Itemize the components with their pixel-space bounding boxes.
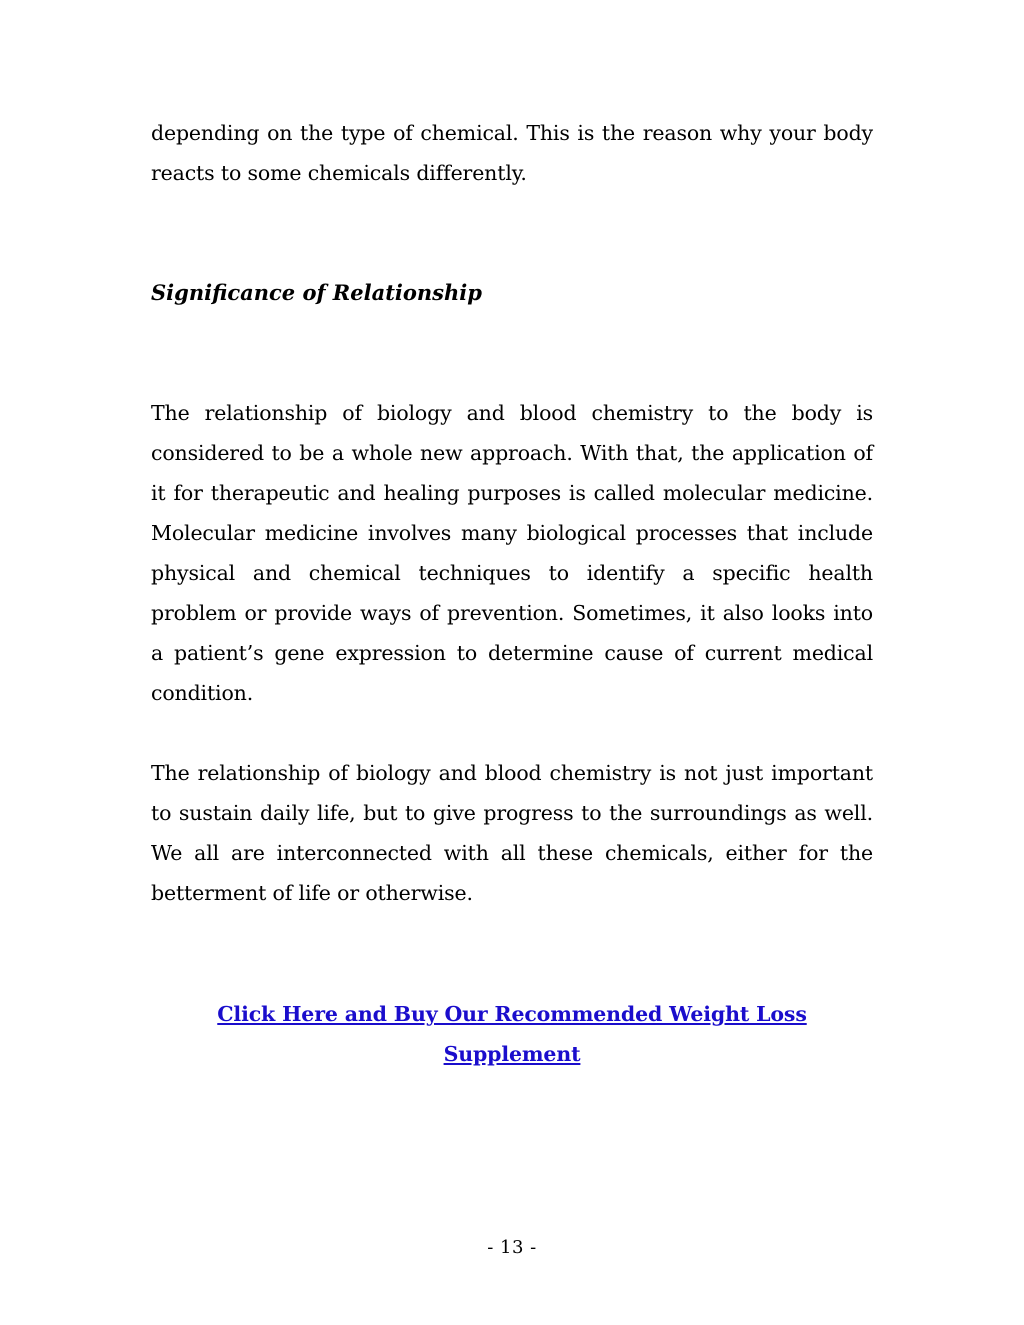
page-number: - 13 -: [487, 1237, 537, 1258]
section-heading: Significance of Relationship: [151, 280, 482, 305]
document-page: [151, 113, 873, 1074]
buy-supplement-link[interactable]: Click Here and Buy Our Recommended Weight Loss Supplement: [217, 1002, 807, 1066]
body-paragraph: The relationship of biology and blood chemistry to the body is considered to be a whole new approach. With that, the application of it for therapeutic and healing purposes is called molecular medicine. Molecular medicine involves many biological processes that include physical and chemical techniques to identify a specific health problem or provide ways of prevention. Sometimes, it also looks into a patient’s gene expression to determine cause of current medical condition.: [151, 401, 873, 705]
promo-link-container: [151, 994, 873, 1074]
body-paragraph: The relationship of biology and blood chemistry is not just important to sustain daily life, but to give progress to the surroundings as well. We all are interconnected with all these chemicals, either for the betterment of life or otherwise.: [151, 761, 873, 905]
body-paragraph: depending on the type of chemical. This is the reason why your body reacts to some chemicals differently.: [151, 121, 873, 185]
